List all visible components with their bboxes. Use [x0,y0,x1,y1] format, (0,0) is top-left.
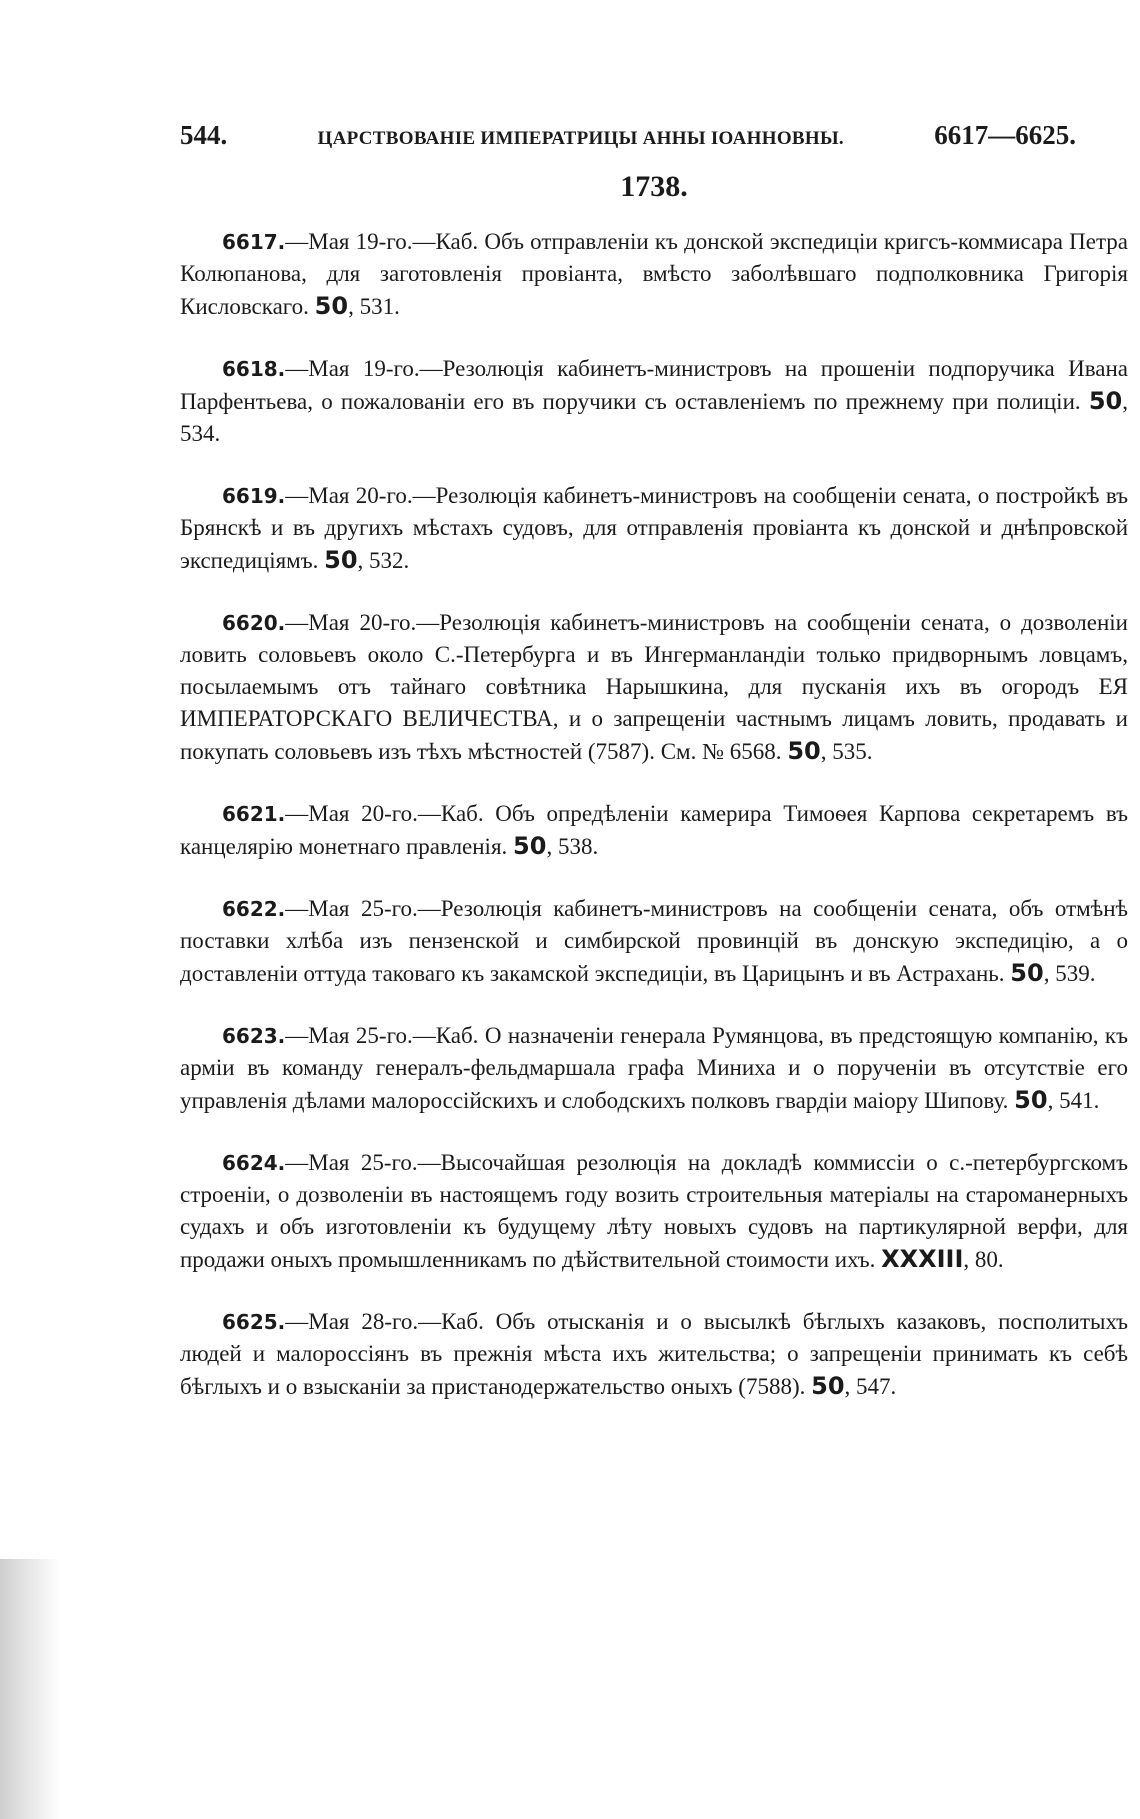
source-volume: 50 [1014,1086,1048,1114]
source-volume: 50 [324,546,358,574]
entry-text: —Мая 25-го.—Резолюція кабинетъ-министровъ на сообщеніи сената, объ отмѣнѣ поставки хлѣба изъ пензенской и симбирской провинцій въ донскую экспедицію, а о доставленіи оттуда таковаго къ закамской экспедиціи, въ Царицынъ и въ Астрахань. [180,896,1128,986]
entry-text: —Мая 19-го.—Резолюція кабинетъ-министровъ на прошеніи подпоручика Ивана Парфентьева, о пожалованіи его въ поручики съ оставленіемъ по прежнему при полиціи. [180,356,1128,414]
source-page: , 534. [180,389,1129,446]
entry [180,1147,1128,1276]
entry-number: 6621. [222,802,286,826]
entry [180,226,1128,323]
entry [180,798,1128,863]
source-page: , 80. [963,1247,1004,1272]
page-number: 544. [180,120,228,150]
entry-text: —Мая 20-го.—Каб. Объ опредѣленіи камерира Тимоѳея Карпова секретаремъ въ канцелярію монетнаго правленія. [180,801,1128,859]
entry-number: 6622. [222,897,286,921]
entry-text: —Мая 19-го.—Каб. Объ отправленіи къ донской экспедиціи кригсъ-коммисара Петра Колюпанова, для заготовленія провіанта, вмѣсто заболѣвшаго подполковника Григорія Кисловскаго. [180,229,1128,319]
entry [180,1020,1128,1117]
entry-number: 6624. [222,1151,286,1175]
source-volume: 50 [1088,387,1123,415]
entry-number: 6623. [222,1024,286,1048]
year-heading: 1738. [620,170,688,203]
source-page: , 547. [844,1374,897,1399]
entry-text: —Мая 28-го.—Каб. Объ отысканія и о высылкѣ бѣглыхъ казаковъ, посполитыхъ людей и малороссіянъ въ прежнія мѣста ихъ жительства; о запрещеніи принимать къ себѣ бѣглыхъ и о взысканіи за пристанодержательство оныхъ (7588). [180,1309,1128,1399]
entry-number: 6618. [222,357,286,381]
entry-text: —Мая 25-го.—Каб. О назначеніи генерала Румянцова, въ предстоящую компанію, къ арміи въ команду генералъ-фельдмаршала графа Миниха и о порученіи въ отсутствіе его управленія дѣлами малороссійскихъ и слободскихъ полковъ гвардіи маіору Шипову. [180,1023,1128,1113]
source-page: , 539. [1043,961,1096,986]
entry-number: 6619. [222,484,286,508]
entry [180,607,1128,768]
source-volume: 50 [1010,959,1044,987]
entry-number: 6617. [222,230,286,254]
source-volume: 50 [513,832,547,860]
entries [180,226,1128,1403]
page-edge-shadow [0,1559,60,1819]
entry-text: —Мая 20-го.—Резолюція кабинетъ-министровъ на сообщеніи сената, о дозволеніи ловить соловьевъ около С.-Петербурга и въ Ингерманландіи только придворнымъ ловцамъ, посылаемымъ отъ тайнаго совѣтника Нарышкина, для пусканія ихъ въ огородъ ЕЯ ИМПЕРАТОРСКАГО ВЕЛИЧЕСТВА, и о запрещеніи частнымъ лицамъ ловить, продавать и покупать соловьевъ изъ тѣхъ мѣстностей (7587). См. № 6568. [180,610,1128,764]
source-page: , 538. [546,834,599,859]
running-title: ЦАРСТВОВАНІЕ ИМПЕРАТРИЦЫ АННЫ ІОАННОВНЫ. [317,128,844,149]
source-page: , 531. [348,294,400,319]
entry-text: —Мая 25-го.—Высочайшая резолюція на докладѣ коммиссіи о с.-петербургскомъ строеніи, о дозволеніи въ настоящемъ году возить строительныя матеріалы на староманерныхъ судахъ и объ изготовленіи къ будущему лѣту новыхъ судовъ на партикулярной верфи, для продажи оныхъ промышленникамъ по дѣйствительной стоимости ихъ. [180,1150,1128,1272]
source-page: , 535. [820,739,873,764]
entry-range: 6617—6625. [934,120,1076,150]
entry-number: 6620. [222,611,286,635]
entry [180,1306,1128,1403]
entry-text: —Мая 20-го.—Резолюція кабинетъ-министровъ на сообщеніи сената, о постройкѣ въ Брянскѣ и въ другихъ мѣстахъ судовъ, для отправленія провіанта къ донской и днѣпровской экспедиціямъ. [180,483,1128,573]
source-page: , 532. [357,548,410,573]
entry-number: 6625. [222,1310,286,1334]
entry [180,480,1128,577]
source-volume: 50 [314,292,349,320]
entry [180,893,1128,990]
source-volume: 50 [811,1372,845,1400]
running-head [180,120,1128,166]
source-volume: XXXIII [881,1245,964,1273]
source-page: , 541. [1047,1088,1100,1113]
source-volume: 50 [787,737,821,765]
entry [180,353,1128,450]
